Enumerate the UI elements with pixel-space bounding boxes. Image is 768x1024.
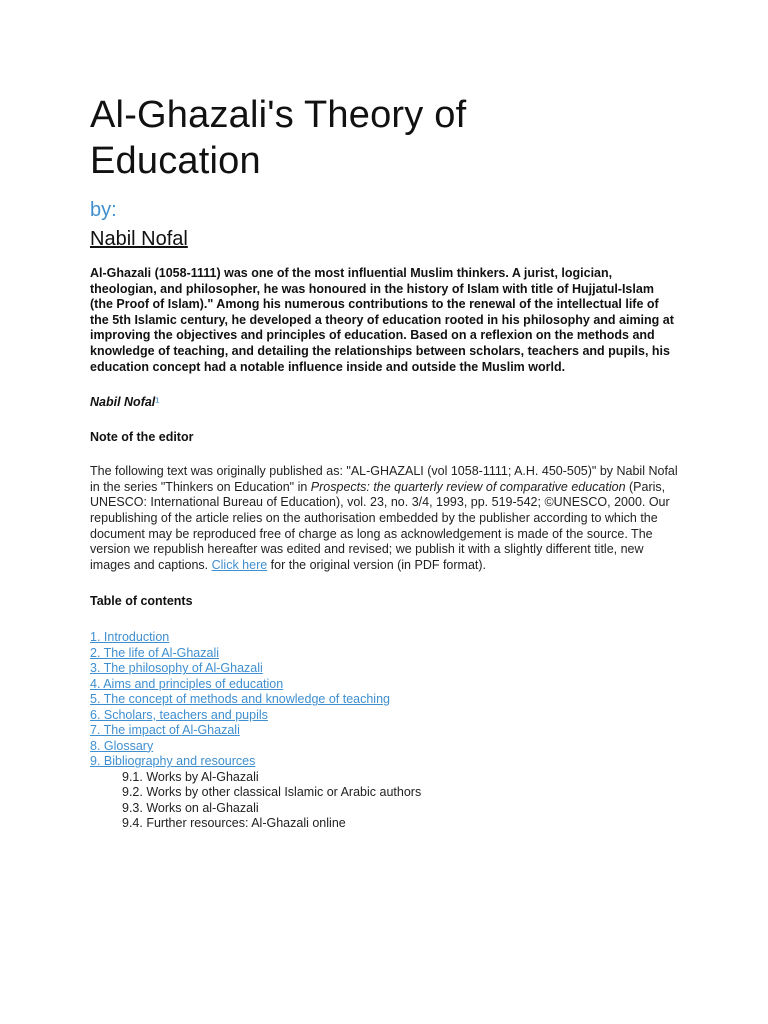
toc-link-bibliography[interactable]: 9. Bibliography and resources — [90, 754, 256, 769]
toc-link-methods[interactable]: 5. The concept of methods and knowledge of teaching — [90, 692, 390, 707]
author-credit-name: Nabil Nofal — [90, 395, 156, 410]
abstract-paragraph: Al-Ghazali (1058-1111) was one of the most influential Muslim thinkers. A jurist, logician, theologian, and philosopher, he was honoured in the history of Islam with title of Hujjatul-Islam (the Proof of Islam)." Among his numerous contributions to the renewal of the intellectual life of the 5th Islamic century, he developed a theory of education rooted in his philosophy and aiming at improving the objectives and principles of education. Based on a reflexion on the methods and knowledge of teaching, and detailing the relationships between scholars, teachers and pupils, his education concept had a notable influence inside and outside the Muslim world. — [90, 266, 674, 374]
pdf-original-link[interactable]: Click here — [211, 557, 268, 572]
author-name: Nabil Nofal — [90, 228, 188, 250]
toc-link-aims[interactable]: 4. Aims and principles of education — [90, 676, 284, 691]
editor-note-heading: Note of the editor — [90, 430, 194, 445]
page-title — [90, 92, 680, 184]
journal-title: Prospects: the quarterly review of comparative education — [310, 479, 626, 494]
toc-subitem: 9.3. Works on al-Ghazali — [122, 800, 259, 815]
toc-subitem: 9.1. Works by Al-Ghazali — [122, 769, 259, 784]
editor-note-part-3: for the original version (in PDF format). — [267, 557, 487, 572]
toc-link-scholars[interactable]: 6. Scholars, teachers and pupils — [90, 707, 268, 722]
footnote-mark: ¹ — [155, 395, 160, 410]
editor-note-paragraph — [90, 464, 680, 573]
document-page — [90, 92, 680, 832]
toc-subitem: 9.4. Further resources: Al-Ghazali online — [122, 816, 346, 831]
toc-link-life[interactable]: 2. The life of Al-Ghazali — [90, 645, 220, 660]
table-of-contents — [90, 630, 680, 832]
toc-link-glossary[interactable]: 8. Glossary — [90, 738, 154, 753]
author-credit — [90, 394, 680, 410]
toc-subitem: 9.2. Works by other classical Islamic or Arabic authors — [122, 785, 422, 800]
title-line-1: Al-Ghazali's Theory of — [90, 94, 467, 136]
editor-note-part-2: (Paris, UNESCO: International Bureau of Education), vol. 23, no. 3/4, 1993, pp. 519-542; ©UNESCO, 2000. Our republishing of the article relies on the authorisation embedded by the publisher according to which the document may be reproduced free of charge as long as acknowledgement is made of the source. The version we republish hereafter was edited and revised; we publish it with a slightly different title, new images and captions. — [90, 479, 670, 572]
title-line-2: Education — [90, 140, 261, 182]
by-label: by: — [90, 199, 117, 221]
toc-link-introduction[interactable]: 1. Introduction — [90, 630, 170, 645]
editor-note-part-1: The following text was originally published as: "AL-GHAZALI (vol 1058-1111; A.H. 450-505)" by Nabil Nofal in the series "Thinkers on Education" in — [90, 464, 678, 494]
toc-link-impact[interactable]: 7. The impact of Al-Ghazali — [90, 723, 240, 738]
toc-link-philosophy[interactable]: 3. The philosophy of Al-Ghazali — [90, 661, 263, 676]
toc-heading: Table of contents — [90, 594, 193, 609]
